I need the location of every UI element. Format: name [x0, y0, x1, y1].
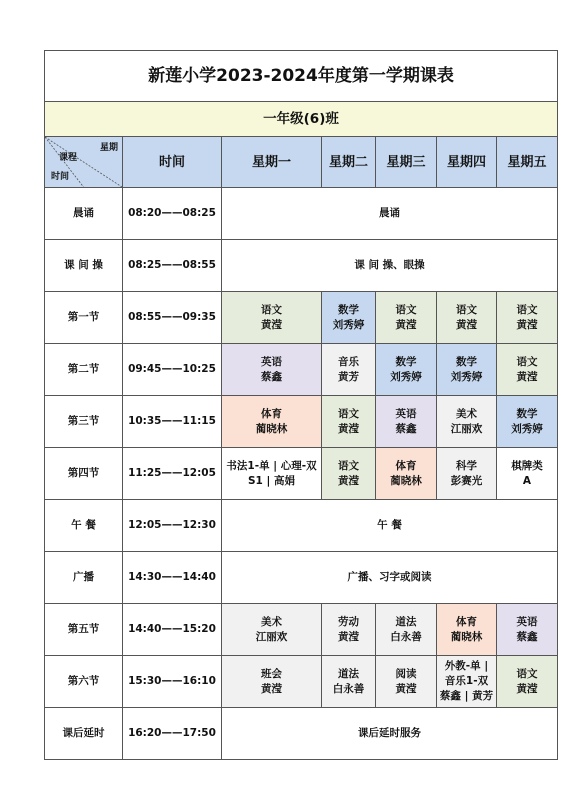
course-name: 语文: [261, 303, 282, 316]
period-label: 第三节: [45, 396, 123, 448]
course-name: 数学: [516, 407, 538, 420]
period-label: 课后延时: [45, 708, 123, 760]
period-time: 08:25——08:55: [123, 240, 222, 292]
course-cell: [376, 292, 437, 344]
course-cell: [376, 344, 437, 396]
table-row: [45, 500, 558, 552]
period-time: 08:55——09:35: [123, 292, 222, 344]
course-cell: [497, 656, 558, 708]
activity-span-cell: 午 餐: [222, 500, 558, 552]
activity-span-cell: 晨诵: [222, 188, 558, 240]
course-cell: [437, 396, 497, 448]
table-row: [45, 656, 558, 708]
teacher-name: 蔡鑫: [395, 422, 417, 435]
course-name: 英语: [261, 355, 282, 368]
course-name: 科学: [456, 459, 477, 472]
course-cell: [497, 448, 558, 500]
course-name: 体育: [395, 459, 417, 472]
period-time: 16:20——17:50: [123, 708, 222, 760]
period-label: 午 餐: [45, 500, 123, 552]
teacher-name: 黄滢: [338, 474, 359, 487]
period-label: 晨诵: [45, 188, 123, 240]
course-cell: [322, 656, 376, 708]
corner-weekday-label: 星期: [99, 143, 118, 153]
teacher-name: 黄滢: [261, 318, 282, 331]
table-row: [45, 604, 558, 656]
course-cell: [437, 604, 497, 656]
teacher-name: 音乐1-双: [444, 675, 489, 687]
course-name: 语文: [516, 303, 538, 316]
teacher-name: 蔺晓林: [450, 630, 483, 643]
period-time: 14:40——15:20: [123, 604, 222, 656]
course-name: 劳动: [338, 615, 359, 628]
activity-span-cell: 广播、习字或阅读: [222, 552, 558, 604]
time-column-header: 时间: [123, 137, 222, 188]
period-label: 第六节: [45, 656, 123, 708]
teacher-name: 黄滢: [338, 422, 359, 435]
course-name: 语文: [516, 355, 538, 368]
table-row: [45, 708, 558, 760]
teacher-name: 黄滢: [516, 318, 538, 331]
course-name: 英语: [395, 407, 417, 420]
period-time: 12:05——12:30: [123, 500, 222, 552]
period-label: 广播: [45, 552, 123, 604]
course-cell: [222, 656, 322, 708]
period-label: 课 间 操: [45, 240, 123, 292]
teacher-name: 白永善: [390, 630, 422, 643]
table-row: [45, 188, 558, 240]
course-cell: [222, 604, 322, 656]
period-label: 第四节: [45, 448, 123, 500]
teacher-name: 蔡鑫: [261, 370, 282, 383]
activity-span-cell: 课后延时服务: [222, 708, 558, 760]
course-cell: [222, 344, 322, 396]
course-name: 语文: [456, 303, 477, 316]
corner-course-label: 课程: [59, 153, 78, 163]
activity-span-cell: 课 间 操、眼操: [222, 240, 558, 292]
course-name: 外教-单 |: [444, 660, 489, 672]
period-time: 09:45——10:25: [123, 344, 222, 396]
course-cell: [222, 292, 322, 344]
table-row: [45, 344, 558, 396]
course-cell: [497, 604, 558, 656]
teacher-name: 刘秀婷: [332, 318, 365, 331]
course-name: 语文: [516, 667, 538, 680]
course-cell: [322, 344, 376, 396]
teacher-name: 黄滢: [261, 682, 282, 695]
period-time: 15:30——16:10: [123, 656, 222, 708]
course-cell: [497, 344, 558, 396]
teacher-name: 蔡鑫: [516, 630, 538, 643]
class-name: 一年级(6)班: [45, 102, 558, 137]
teacher-name: 黄芳: [338, 370, 359, 383]
corner-time-label: 时间: [51, 172, 70, 182]
period-time: 10:35——11:15: [123, 396, 222, 448]
course-cell: [376, 396, 437, 448]
day-header-1: 星期一: [222, 137, 322, 188]
day-header-4: 星期四: [437, 137, 497, 188]
period-time: 14:30——14:40: [123, 552, 222, 604]
course-cell: [497, 396, 558, 448]
teacher-name: 黄滢: [395, 318, 417, 331]
course-name: 语文: [395, 303, 417, 316]
page-title: 新莲小学2023-2024年度第一学期课表: [45, 51, 558, 102]
timetable: [44, 50, 558, 760]
course-name: 数学: [456, 355, 477, 368]
course-cell: [497, 292, 558, 344]
period-time: 11:25——12:05: [123, 448, 222, 500]
course-cell: [437, 656, 497, 708]
course-name: 阅读: [395, 667, 417, 680]
teacher-name: 刘秀婷: [390, 370, 422, 383]
course-cell: [437, 344, 497, 396]
course-name: 音乐: [338, 355, 359, 368]
period-label: 第五节: [45, 604, 123, 656]
course-name: 英语: [516, 615, 538, 628]
teacher-name: 蔺晓林: [390, 474, 422, 487]
course-cell: [376, 656, 437, 708]
teacher-name: 黄滢: [456, 318, 477, 331]
course-cell: [322, 604, 376, 656]
course-name: 棋牌类: [511, 459, 543, 472]
course-cell: [222, 448, 322, 500]
course-name: 道法: [395, 615, 417, 628]
course-name: 数学: [338, 303, 359, 316]
table-row: [45, 448, 558, 500]
course-name: 语文: [338, 407, 359, 420]
teacher-name: 白永善: [332, 682, 365, 695]
course-cell: [376, 604, 437, 656]
course-name: 美术: [261, 615, 282, 628]
teacher-name: 黄滢: [516, 370, 538, 383]
course-name: 体育: [456, 615, 477, 628]
period-label: 第二节: [45, 344, 123, 396]
day-header-2: 星期二: [322, 137, 376, 188]
course-cell: [437, 292, 497, 344]
course-name: 语文: [338, 459, 359, 472]
teacher-name: 刘秀婷: [450, 370, 483, 383]
teacher-name: A: [522, 474, 532, 487]
teacher-name: 黄滢: [338, 630, 359, 643]
course-name: 数学: [395, 355, 417, 368]
teacher-name: 刘秀婷: [511, 422, 543, 435]
course-cell: [222, 396, 322, 448]
teacher-name: 彭赛光: [450, 474, 483, 487]
period-time: 08:20——08:25: [123, 188, 222, 240]
course-cell: [376, 448, 437, 500]
corner-header: [45, 137, 123, 188]
day-header-5: 星期五: [497, 137, 558, 188]
course-name: 书法1-单 | 心理-双: [226, 459, 317, 472]
course-cell: [322, 448, 376, 500]
day-header-3: 星期三: [376, 137, 437, 188]
table-row: [45, 552, 558, 604]
period-label: 第一节: [45, 292, 123, 344]
teacher-name: 蔡鑫 | 黄芳: [439, 690, 494, 702]
course-name: 道法: [338, 667, 359, 680]
teacher-name: 江丽欢: [255, 630, 288, 643]
teacher-name: 江丽欢: [450, 422, 483, 435]
course-cell: [322, 292, 376, 344]
teacher-name: S1 | 高娟: [247, 474, 295, 487]
course-name: 体育: [261, 407, 282, 420]
teacher-name: 黄滢: [395, 682, 417, 695]
table-row: [45, 292, 558, 344]
table-row: [45, 396, 558, 448]
teacher-name: 蔺晓林: [255, 422, 288, 435]
table-row: [45, 240, 558, 292]
course-cell: [437, 448, 497, 500]
teacher-name: 黄滢: [516, 682, 538, 695]
course-name: 美术: [456, 407, 477, 420]
course-cell: [322, 396, 376, 448]
course-name: 班会: [261, 667, 282, 680]
